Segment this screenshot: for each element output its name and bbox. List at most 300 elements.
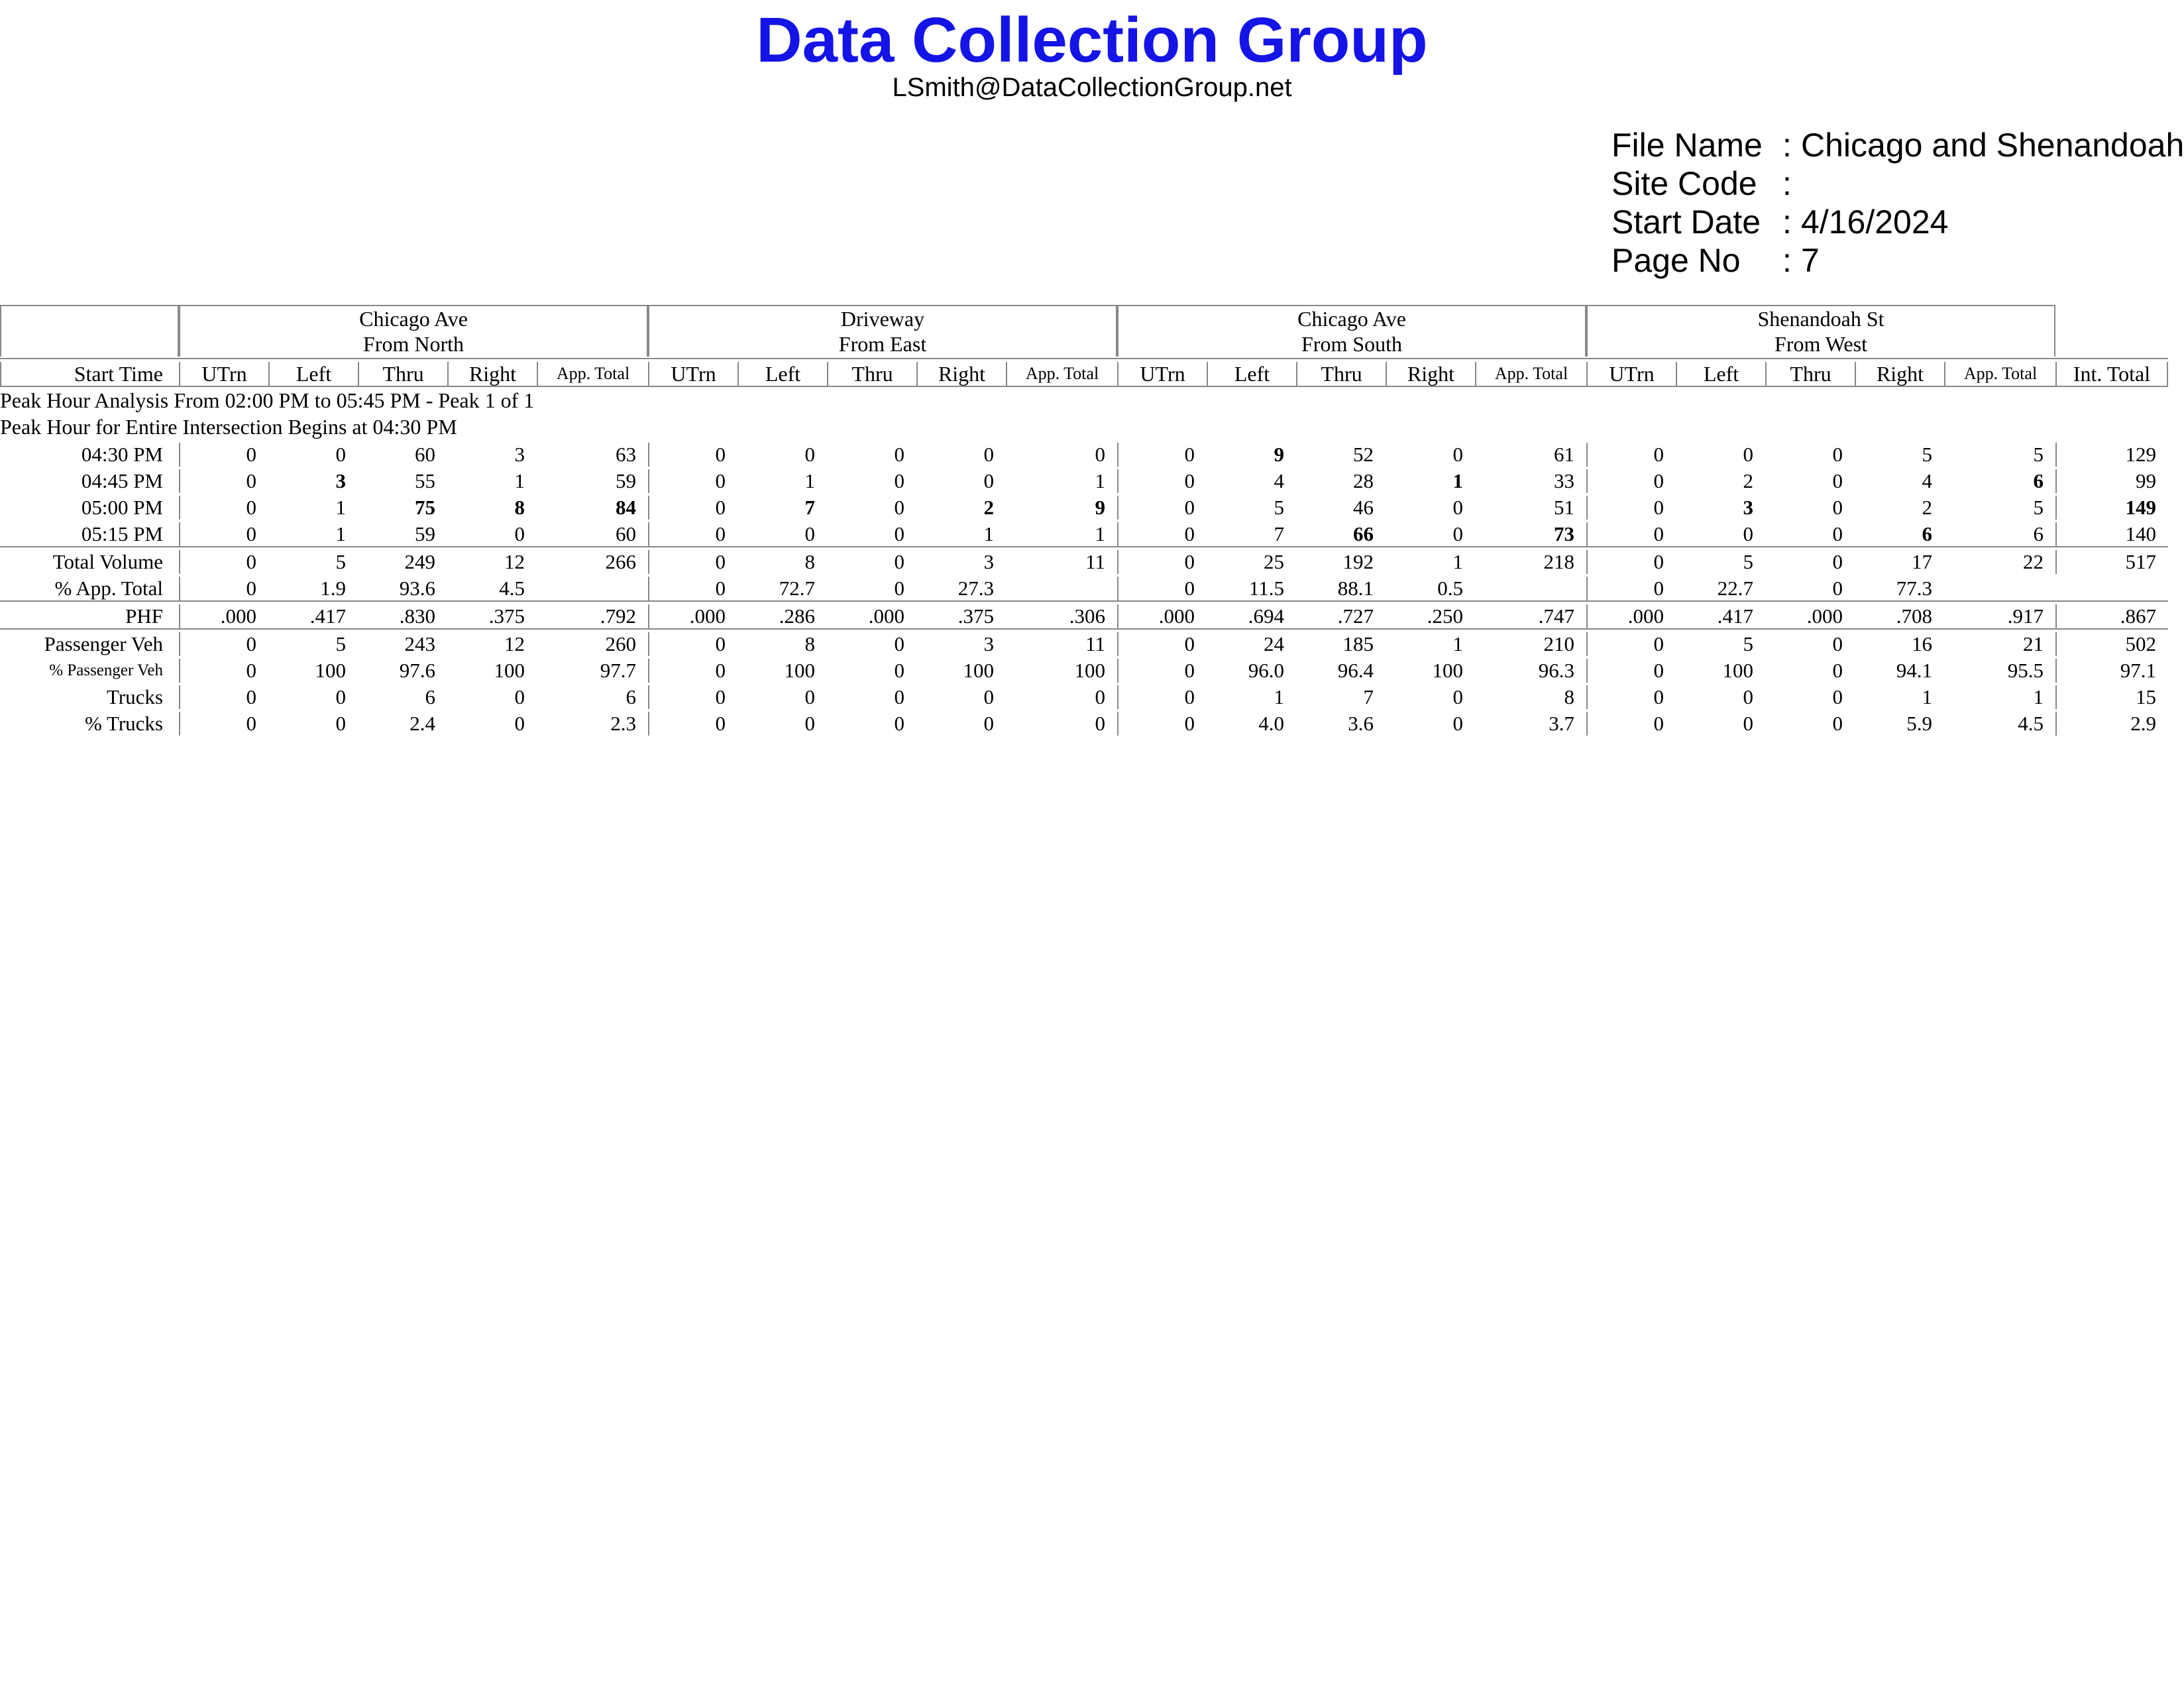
count-cell: 0: [894, 659, 904, 682]
peak-hour-note: Peak Hour for Entire Intersection Begins at 04:30 PM: [0, 415, 457, 439]
file-info-separator: :: [1782, 165, 1792, 202]
int-total-cell: 97.1: [2055, 659, 2168, 683]
file-info-separator: :: [1782, 242, 1792, 279]
summary-row: [0, 628, 2168, 656]
count-cell: 2: [1922, 496, 1932, 519]
app-total-cell: 5: [2033, 496, 2044, 519]
app-total-cell: 6: [2033, 469, 2044, 492]
column-header: UTrn: [648, 362, 737, 386]
count-cell: 0: [1452, 496, 1463, 519]
count-cell: 0: [894, 522, 904, 545]
column-header-start-time: Start Time: [0, 362, 179, 386]
count-cell: 2: [983, 496, 994, 519]
column-header: App. Total: [1475, 362, 1586, 386]
count-cell: 243: [404, 632, 435, 655]
count-cell: 0: [179, 550, 268, 574]
file-info-label: Page No: [1611, 242, 1741, 279]
count-cell: 60: [415, 443, 435, 466]
count-cell: 0: [983, 685, 994, 708]
count-cell: 192: [1342, 550, 1374, 573]
count-cell: 5: [1274, 496, 1284, 519]
count-cell: 0: [1832, 469, 1843, 492]
count-cell: 0: [648, 685, 737, 709]
count-cell: 100: [1722, 659, 1753, 682]
file-info-block: [1611, 126, 2184, 280]
count-cell: 5: [335, 632, 346, 655]
count-cell: 0: [1586, 712, 1676, 736]
header-corner: [0, 305, 179, 357]
company-title: Data Collection Group: [756, 5, 1428, 76]
file-info-separator: :: [1782, 127, 1792, 164]
row-label: Trucks: [107, 685, 163, 708]
count-cell: .286: [779, 604, 815, 628]
count-cell: 3: [514, 443, 525, 466]
app-total-cell: 60: [616, 522, 636, 545]
count-cell: 5: [335, 550, 346, 573]
summary-rows: [0, 546, 2168, 736]
count-cell: 0: [1117, 577, 1207, 600]
app-total-cell: 22: [2023, 550, 2044, 573]
count-cell: 0: [894, 550, 904, 573]
count-cell: .000: [179, 604, 268, 628]
interval-row: [0, 440, 2168, 467]
count-cell: 1.9: [320, 577, 346, 600]
count-cell: 88.1: [1337, 577, 1374, 600]
count-cell: 0: [1586, 550, 1676, 574]
approach-name: Shenandoah St: [1757, 307, 1884, 331]
count-cell: 0: [1452, 443, 1463, 466]
count-cell: 0: [648, 496, 737, 520]
int-total-cell: 517: [2055, 550, 2168, 574]
count-cell: 0: [1743, 443, 1753, 466]
count-cell: 0: [179, 496, 268, 520]
count-cell: 5: [1922, 443, 1932, 466]
count-cell: 0: [1452, 712, 1463, 735]
count-cell: 0: [983, 712, 994, 735]
column-header: Thru: [1765, 362, 1855, 386]
app-total-cell: 33: [1554, 469, 1574, 492]
row-label: % Trucks: [84, 712, 163, 735]
count-cell: 100: [315, 659, 346, 682]
count-cell: 0: [804, 522, 815, 545]
count-cell: .000: [868, 604, 904, 628]
count-cell: 0: [894, 577, 904, 600]
company-email: LSmith@DataCollectionGroup.net: [892, 73, 1292, 102]
app-total-cell: 210: [1543, 632, 1574, 655]
count-cell: 3.6: [1348, 712, 1374, 735]
column-header: Left: [1207, 362, 1296, 386]
count-cell: 0: [1117, 496, 1207, 520]
count-cell: 7: [1363, 685, 1374, 708]
row-label: % Passenger Veh: [49, 661, 163, 679]
count-cell: 3: [1743, 496, 1753, 519]
count-cell: 0: [1832, 659, 1843, 682]
app-total-cell: .306: [1069, 604, 1105, 628]
count-cell: 0: [1117, 550, 1207, 574]
count-cell: 12: [504, 632, 525, 655]
count-cell: 0: [179, 443, 268, 467]
column-header: Thru: [1296, 362, 1386, 386]
count-cell: 0: [1117, 443, 1207, 467]
count-cell: 0: [648, 469, 737, 493]
count-cell: 1: [804, 469, 815, 492]
row-label: 05:00 PM: [81, 496, 163, 519]
app-total-cell: 5: [2033, 443, 2044, 466]
count-cell: 0: [179, 469, 268, 493]
count-cell: 0: [1586, 659, 1676, 683]
column-header: Right: [1855, 362, 1944, 386]
app-total-cell: .747: [1538, 604, 1574, 628]
count-cell: 59: [415, 522, 435, 545]
app-total-cell: 8: [1564, 685, 1574, 708]
app-total-cell: 96.3: [1538, 659, 1574, 682]
app-total-cell: 100: [1074, 659, 1105, 682]
count-cell: 0: [335, 685, 346, 708]
count-cell: 0.5: [1437, 577, 1463, 600]
row-label: 04:45 PM: [81, 469, 163, 492]
count-cell: 0: [894, 685, 904, 708]
int-total-cell: 99: [2055, 469, 2168, 493]
count-cell: 8: [514, 496, 525, 519]
count-cell: 0: [1832, 712, 1843, 735]
column-header: Right: [916, 362, 1006, 386]
count-cell: 1: [1452, 632, 1463, 655]
count-cell: 0: [1117, 632, 1207, 656]
count-cell: 4.0: [1258, 712, 1284, 735]
approach-header: [179, 305, 648, 357]
count-cell: 1: [335, 496, 346, 519]
app-total-cell: 4.5: [2018, 712, 2044, 735]
count-cell: 7: [1274, 522, 1284, 545]
app-total-cell: 0: [1095, 443, 1105, 466]
column-header: App. Total: [1006, 362, 1117, 386]
approach-direction: From North: [363, 332, 464, 356]
count-cell: 0: [894, 496, 904, 519]
app-total-cell: 0: [1095, 712, 1105, 735]
count-cell: 0: [1586, 685, 1676, 709]
file-info-row: [1611, 203, 2184, 241]
approach-header: [1586, 305, 2055, 357]
count-cell: 0: [648, 659, 737, 683]
count-cell: 1: [1452, 469, 1463, 492]
count-cell: 77.3: [1896, 577, 1932, 600]
column-header: Thru: [358, 362, 447, 386]
count-cell: 6: [425, 685, 435, 708]
count-cell: 100: [963, 659, 994, 682]
approach-name: Driveway: [840, 307, 925, 331]
count-cell: 46: [1353, 496, 1374, 519]
count-cell: 0: [1586, 522, 1676, 546]
column-header: Right: [447, 362, 537, 386]
interval-rows: [0, 440, 2168, 546]
count-cell: 0: [1586, 469, 1676, 493]
column-header: Thru: [827, 362, 916, 386]
count-cell: 0: [1117, 712, 1207, 736]
app-total-cell: 84: [616, 496, 636, 519]
count-cell: 0: [1452, 685, 1463, 708]
count-cell: 4: [1274, 469, 1284, 492]
count-cell: 28: [1353, 469, 1374, 492]
traffic-count-table: [0, 305, 2168, 736]
approach-header-row: [0, 305, 2168, 358]
count-cell: .375: [957, 604, 994, 628]
app-total-cell: 73: [1554, 522, 1574, 545]
approach-direction: From East: [838, 332, 927, 356]
count-cell: 72.7: [779, 577, 815, 600]
count-cell: 4: [1922, 469, 1932, 492]
app-total-cell: 51: [1554, 496, 1574, 519]
count-cell: 94.1: [1896, 659, 1932, 682]
column-header-row: [0, 358, 2168, 387]
count-cell: 25: [1264, 550, 1284, 573]
count-cell: 0: [1743, 685, 1753, 708]
count-cell: 0: [1743, 712, 1753, 735]
column-header: App. Total: [537, 362, 648, 386]
app-total-cell: 59: [616, 469, 636, 492]
count-cell: 5: [1743, 550, 1753, 573]
count-cell: 0: [335, 443, 346, 466]
int-total-cell: 140: [2055, 522, 2168, 546]
count-cell: .830: [399, 604, 435, 628]
row-label: 04:30 PM: [81, 443, 163, 466]
summary-row: [0, 546, 2168, 574]
count-cell: 0: [648, 522, 737, 546]
app-total-cell: 97.7: [600, 659, 636, 682]
count-cell: 97.6: [399, 659, 435, 682]
app-total-cell: 21: [2023, 632, 2044, 655]
count-cell: 1: [335, 522, 346, 545]
summary-row: [0, 600, 2168, 628]
count-cell: 0: [894, 443, 904, 466]
count-cell: 5.9: [1906, 712, 1932, 735]
count-cell: 0: [894, 712, 904, 735]
count-cell: 9: [1274, 443, 1284, 466]
count-cell: 100: [494, 659, 525, 682]
count-cell: 0: [648, 712, 737, 736]
count-cell: 12: [504, 550, 525, 573]
summary-row: [0, 709, 2168, 736]
app-total-cell: 95.5: [2007, 659, 2044, 682]
count-cell: .250: [1427, 604, 1463, 628]
app-total-cell: 3.7: [1549, 712, 1574, 735]
count-cell: 6: [1922, 522, 1932, 545]
count-cell: 0: [1452, 522, 1463, 545]
app-total-cell: 63: [616, 443, 636, 466]
int-total-cell: 502: [2055, 632, 2168, 656]
approach-direction: From West: [1774, 332, 1867, 356]
count-cell: 0: [1832, 496, 1843, 519]
app-total-cell: 61: [1554, 443, 1574, 466]
interval-row: [0, 467, 2168, 493]
count-cell: .417: [1717, 604, 1753, 628]
summary-row: [0, 574, 2168, 600]
count-cell: 0: [804, 685, 815, 708]
row-label: Passenger Veh: [44, 632, 163, 655]
count-cell: 0: [804, 712, 815, 735]
count-cell: 100: [784, 659, 815, 682]
count-cell: 0: [1832, 577, 1843, 600]
count-cell: 11.5: [1248, 577, 1284, 600]
summary-row: [0, 683, 2168, 709]
app-total-cell: 9: [1095, 496, 1105, 519]
count-cell: 0: [1743, 522, 1753, 545]
column-header-int-total: Int. Total: [2055, 362, 2168, 386]
count-cell: 7: [804, 496, 815, 519]
count-cell: 3: [335, 469, 346, 492]
file-info-row: [1611, 126, 2184, 164]
app-total-cell: 1: [2033, 685, 2044, 708]
count-cell: 0: [1117, 469, 1207, 493]
int-total-cell: 2.9: [2055, 712, 2168, 736]
int-total-cell: 149: [2055, 496, 2168, 520]
peak-hour-note: Peak Hour Analysis From 02:00 PM to 05:45 PM - Peak 1 of 1: [0, 388, 535, 412]
count-cell: 0: [514, 685, 525, 708]
count-cell: 1: [1274, 685, 1284, 708]
count-cell: .694: [1248, 604, 1284, 628]
app-total-cell: 218: [1543, 550, 1574, 573]
app-total-cell: 11: [1085, 550, 1105, 573]
count-cell: .000: [648, 604, 737, 628]
count-cell: 0: [648, 550, 737, 574]
column-header: Left: [268, 362, 358, 386]
count-cell: 0: [983, 469, 994, 492]
count-cell: 4.5: [499, 577, 525, 600]
count-cell: 0: [335, 712, 346, 735]
count-cell: .375: [488, 604, 525, 628]
count-cell: .000: [1117, 604, 1207, 628]
app-total-cell: 1: [1095, 469, 1105, 492]
file-info-value: Chicago and Shenandoah: [1801, 127, 2184, 164]
summary-row: [0, 656, 2168, 683]
count-cell: 2: [1743, 469, 1753, 492]
column-header: UTrn: [1117, 362, 1207, 386]
count-cell: 0: [1117, 522, 1207, 546]
column-header: UTrn: [179, 362, 268, 386]
count-cell: 27.3: [957, 577, 994, 600]
row-label: PHF: [125, 604, 163, 628]
count-cell: 96.0: [1248, 659, 1284, 682]
count-cell: 66: [1353, 522, 1374, 545]
count-cell: 2.4: [410, 712, 435, 735]
count-cell: 0: [648, 632, 737, 656]
row-label: % App. Total: [54, 577, 163, 600]
count-cell: 0: [1832, 685, 1843, 708]
count-cell: .708: [1896, 604, 1932, 628]
column-header: Left: [1676, 362, 1765, 386]
count-cell: 1: [514, 469, 525, 492]
count-cell: 0: [1117, 659, 1207, 683]
count-cell: 55: [415, 469, 435, 492]
column-header: Left: [737, 362, 827, 386]
column-header: Right: [1386, 362, 1475, 386]
count-cell: 3: [983, 550, 994, 573]
count-cell: 0: [179, 659, 268, 683]
count-cell: 52: [1353, 443, 1374, 466]
app-total-cell: .792: [600, 604, 636, 628]
count-cell: 0: [1586, 632, 1676, 656]
count-cell: 8: [804, 632, 815, 655]
file-info-label: Start Date: [1611, 203, 1761, 241]
approach-header: [648, 305, 1117, 357]
count-cell: 0: [514, 522, 525, 545]
count-cell: 0: [648, 577, 737, 600]
count-cell: 0: [1586, 496, 1676, 520]
count-cell: 8: [804, 550, 815, 573]
file-info-label: Site Code: [1611, 165, 1757, 202]
count-cell: 0: [983, 443, 994, 466]
count-cell: 0: [179, 522, 268, 546]
app-total-cell: 6: [2033, 522, 2044, 545]
file-info-row: [1611, 164, 2184, 203]
approach-name: Chicago Ave: [1297, 307, 1406, 331]
count-cell: 0: [1832, 522, 1843, 545]
count-cell: 5: [1743, 632, 1753, 655]
count-cell: 0: [804, 443, 815, 466]
count-cell: 75: [415, 496, 435, 519]
count-cell: 96.4: [1337, 659, 1374, 682]
count-cell: 1: [983, 522, 994, 545]
count-cell: 0: [179, 577, 268, 600]
int-total-cell: .867: [2055, 604, 2168, 628]
int-total-cell: 15: [2055, 685, 2168, 709]
int-total-cell: 129: [2055, 443, 2168, 467]
count-cell: .000: [1586, 604, 1676, 628]
count-cell: 0: [179, 632, 268, 656]
count-cell: 22.7: [1717, 577, 1753, 600]
app-total-cell: 0: [1095, 685, 1105, 708]
count-cell: 0: [1832, 550, 1843, 573]
interval-row: [0, 520, 2168, 546]
count-cell: 185: [1342, 632, 1374, 655]
app-total-cell: .917: [2007, 604, 2044, 628]
app-total-cell: 1: [1095, 522, 1105, 545]
app-total-cell: 266: [605, 550, 636, 573]
count-cell: 24: [1264, 632, 1284, 655]
count-cell: 0: [648, 443, 737, 467]
count-cell: .000: [1806, 604, 1843, 628]
count-cell: 0: [894, 632, 904, 655]
approach-name: Chicago Ave: [359, 307, 468, 331]
app-total-cell: 11: [1085, 632, 1105, 655]
file-info-row: [1611, 241, 2184, 280]
count-cell: .727: [1337, 604, 1374, 628]
file-info-separator: :: [1782, 203, 1792, 241]
count-cell: 100: [1432, 659, 1463, 682]
row-label: 05:15 PM: [81, 522, 163, 545]
count-cell: .417: [309, 604, 346, 628]
column-header: UTrn: [1586, 362, 1676, 386]
count-cell: 1: [1922, 685, 1932, 708]
count-cell: 0: [179, 685, 268, 709]
count-cell: 0: [514, 712, 525, 735]
count-cell: 0: [894, 469, 904, 492]
file-info-value: 7: [1801, 242, 1820, 279]
approach-header: [1117, 305, 1586, 357]
file-info-value: 4/16/2024: [1801, 203, 1949, 241]
count-cell: 16: [1912, 632, 1932, 655]
count-cell: 1: [1452, 550, 1463, 573]
count-cell: 0: [1832, 443, 1843, 466]
app-total-cell: 6: [626, 685, 636, 708]
interval-row: [0, 493, 2168, 520]
count-cell: 0: [1586, 577, 1676, 600]
count-cell: 0: [1832, 632, 1843, 655]
count-cell: 0: [179, 712, 268, 736]
row-label: Total Volume: [52, 550, 163, 573]
app-total-cell: 260: [605, 632, 636, 655]
count-cell: 93.6: [399, 577, 435, 600]
file-info-label: File Name: [1611, 127, 1763, 164]
